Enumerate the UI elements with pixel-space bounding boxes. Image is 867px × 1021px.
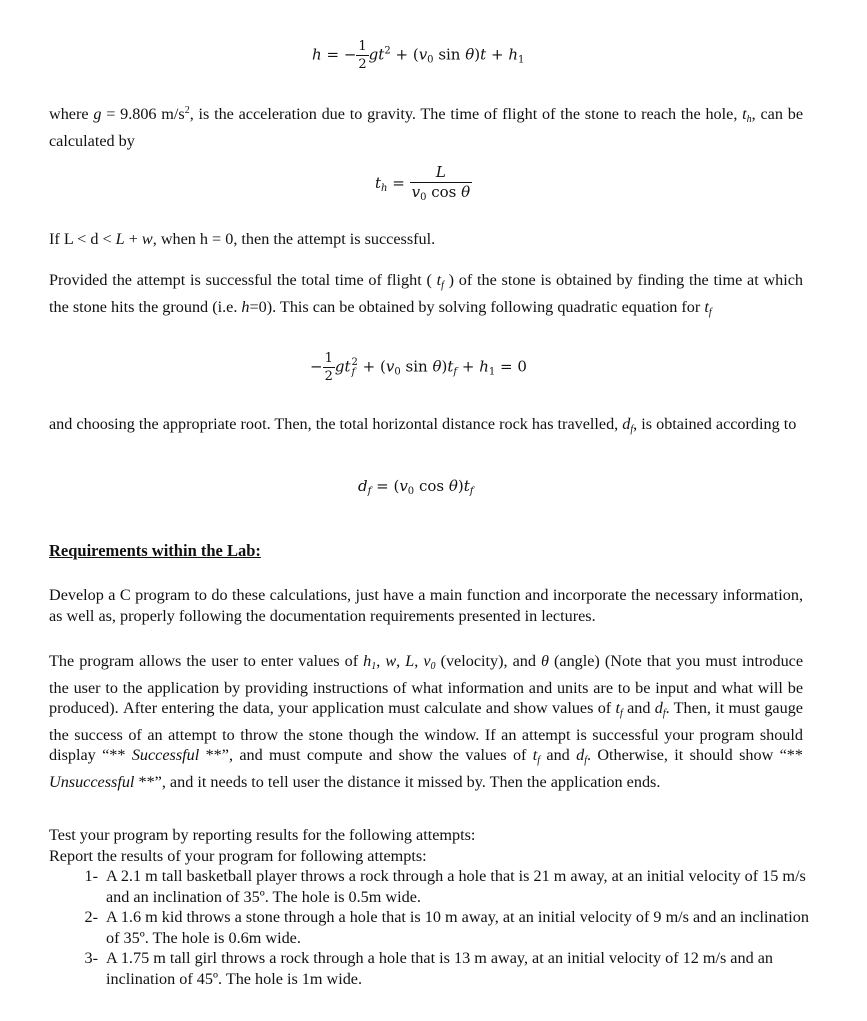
- gravity-paragraph: [49, 101, 803, 151]
- var: t: [704, 297, 709, 316]
- list-item-number: 1-: [84, 867, 98, 885]
- list-item-text: A 1.75 m tall girl throws a rock through a hole that is 13 m away, at an initial velocity of 12 m/s and an inclination of 45º. The hole is 1m wide.: [106, 949, 773, 988]
- eq-symbol: sin: [433, 45, 466, 64]
- time-to-hole-equation: [375, 165, 472, 203]
- successful-label: Successful: [131, 746, 200, 764]
- text: , can be calculated by: [49, 105, 804, 150]
- fraction-numerator: 1: [324, 351, 333, 366]
- var: θ: [541, 652, 549, 670]
- text: +: [124, 230, 142, 248]
- eq-subscript: 0: [427, 54, 434, 66]
- list-item: [49, 866, 809, 907]
- list-item-text: A 1.6 m kid throws a stone through a hole that is 10 m away, at an initial velocity of 9 m/s and an inclination of 35º. The hole is 0.6m wide.: [106, 908, 809, 947]
- subscript: f: [630, 424, 634, 435]
- var: w: [385, 652, 397, 670]
- eq-symbol: ): [441, 357, 448, 376]
- eq-subscript: 1: [517, 54, 525, 66]
- test-attempts-section: [49, 825, 809, 989]
- program-paragraph: [49, 651, 803, 792]
- list-item-text: A 2.1 m tall basketball player throws a rock through a hole that is 21 m away, at an initial velocity of 15 m/s and an inclination of 35º. The hole is 0.5m wide.: [106, 867, 806, 906]
- eq-symbol: v: [385, 357, 395, 376]
- eq-symbol: h: [479, 357, 489, 376]
- eq-symbol: θ: [461, 183, 471, 201]
- text: ,: [376, 652, 386, 670]
- list-item-number: 3-: [84, 949, 98, 967]
- eq-subscript: f: [453, 366, 458, 378]
- eq-symbol: v: [399, 477, 408, 495]
- eq-symbol: +: [461, 357, 475, 376]
- var: g: [93, 105, 102, 123]
- height-equation: [312, 40, 524, 71]
- eq-symbol: g: [368, 45, 379, 64]
- text: Provided the attempt is successful the total time of flight (: [49, 271, 437, 289]
- text: =0). This can be obtained by solving following quadratic equation for: [249, 297, 705, 316]
- eq-symbol: h: [312, 45, 322, 64]
- text: (angle) (Note that you must introduce the user to the application by providing instructions of what information and units are to be input and what will be produced). After entering the data, your application must calculate and show values of: [49, 652, 804, 717]
- unsuccessful-label: Unsuccessful: [49, 772, 135, 791]
- subscript: f: [662, 708, 666, 719]
- eq-supsub: [352, 358, 358, 378]
- text: , is obtained according to: [633, 415, 797, 433]
- var: t: [532, 746, 538, 764]
- text: , is the acceleration due to gravity. The time of flight of the stone to reach the hole,: [189, 105, 743, 123]
- eq-symbol: sin: [400, 357, 433, 376]
- var: t: [742, 105, 747, 123]
- eq-symbol: (: [393, 477, 400, 495]
- eq-symbol: ): [474, 45, 481, 64]
- subscript: f: [441, 280, 444, 291]
- eq-subscript: f: [469, 486, 474, 497]
- eq-symbol: θ: [432, 357, 442, 376]
- text: **”, and must compute and show the values of: [199, 746, 533, 764]
- list-item-number: 2-: [84, 908, 98, 926]
- eq-subscript: 0: [420, 192, 427, 203]
- condition-paragraph: [49, 229, 803, 250]
- eq-subscript: 0: [394, 366, 401, 378]
- fraction-denominator: 2: [324, 369, 333, 384]
- fraction-numerator: L: [435, 163, 446, 181]
- eq-subscript: f: [351, 366, 356, 378]
- eq-symbol: =: [376, 477, 389, 495]
- eq-symbol: −: [310, 357, 323, 376]
- eq-symbol: t: [344, 357, 351, 376]
- text: ) of the stone is obtained by finding the time at which the stone hits the ground (i.e.: [49, 271, 803, 316]
- distance-equation: [358, 477, 473, 497]
- eq-subscript: f: [367, 486, 372, 497]
- text: , when h = 0, then the attempt is successful.: [152, 230, 436, 248]
- eq-symbol: t: [378, 45, 385, 64]
- text: where: [49, 105, 94, 123]
- text: = 9.806 m/s: [101, 105, 185, 123]
- eq-subscript: 1: [488, 366, 496, 378]
- var: w: [141, 230, 153, 248]
- eq-subscript: 0: [407, 486, 415, 497]
- eq-symbol: =: [392, 174, 405, 192]
- text: and: [540, 746, 577, 764]
- eq-superscript: 2: [351, 356, 358, 368]
- eq-symbol: (: [412, 45, 419, 64]
- fraction-half: [323, 352, 335, 383]
- subscript: 1: [371, 661, 377, 672]
- eq-symbol: θ: [448, 477, 458, 495]
- eq-symbol: θ: [465, 45, 475, 64]
- quadratic-equation: [310, 352, 527, 383]
- eq-symbol: =: [500, 357, 513, 376]
- subscript: f: [537, 755, 541, 766]
- subscript: 0: [430, 661, 436, 672]
- eq-subscript: h: [381, 183, 388, 194]
- var: d: [622, 415, 631, 433]
- text: and choosing the appropriate root. Then, the total horizontal distance rock has travelled,: [49, 415, 623, 433]
- eq-superscript: 2: [384, 45, 391, 57]
- text: If L < d <: [49, 230, 116, 248]
- list-item: [49, 907, 809, 948]
- subscript: f: [708, 306, 712, 318]
- fraction-half: [356, 40, 368, 71]
- eq-symbol: t: [463, 477, 470, 495]
- text: . Otherwise, it should show “**: [586, 746, 803, 764]
- eq-symbol: t: [447, 357, 454, 376]
- root-paragraph: [49, 414, 803, 441]
- text: **”, and it needs to tell user the distance it missed by. Then the application ends.: [134, 772, 661, 791]
- var: h: [363, 652, 372, 670]
- eq-symbol: v: [418, 45, 428, 64]
- fraction-numerator: 1: [358, 39, 367, 54]
- develop-paragraph: Develop a C program to do these calculations, just have a main function and incorporate the necessary information, as well as, properly following the documentation requirements presented in lectures.: [49, 586, 803, 625]
- eq-symbol: +: [362, 357, 376, 376]
- eq-symbol: 0: [517, 357, 527, 376]
- var: h: [241, 297, 250, 316]
- total-time-paragraph: [49, 270, 803, 323]
- var: t: [615, 699, 620, 717]
- var: v: [423, 652, 431, 670]
- text: . Then, it must gauge the success of an attempt to throw the stone though the window. If an attempt is successful your program should display “**: [49, 699, 803, 764]
- eq-symbol: g: [334, 357, 345, 376]
- eq-symbol: t: [375, 174, 382, 192]
- eq-symbol: h: [508, 45, 518, 64]
- var: L: [115, 230, 125, 248]
- subscript: f: [619, 708, 623, 719]
- text: (velocity), and: [435, 652, 541, 670]
- test-intro-1: Test your program by reporting results for the following attempts:: [49, 826, 476, 844]
- subscript: f: [584, 755, 587, 766]
- eq-symbol: =: [326, 45, 340, 64]
- test-intro-2: Report the results of your program for following attempts:: [49, 846, 427, 865]
- eq-symbol: d: [358, 477, 368, 495]
- var: L: [405, 652, 415, 670]
- eq-symbol: cos: [426, 183, 462, 201]
- eq-symbol: v: [411, 183, 421, 201]
- eq-symbol: t: [480, 45, 487, 64]
- var: d: [576, 746, 585, 764]
- fraction-denominator: 2: [358, 57, 367, 72]
- text: The program allows the user to enter values of: [49, 652, 364, 670]
- text: and: [622, 699, 655, 717]
- var: t: [436, 271, 442, 289]
- eq-symbol: cos: [414, 477, 449, 495]
- var: d: [654, 699, 663, 717]
- eq-symbol: −: [343, 45, 357, 64]
- superscript: 2: [184, 105, 190, 116]
- requirements-heading: Requirements within the Lab:: [49, 541, 261, 560]
- eq-symbol: ): [457, 477, 464, 495]
- text: ,: [414, 652, 424, 670]
- list-item: [49, 948, 809, 989]
- eq-symbol: +: [395, 45, 409, 64]
- eq-symbol: +: [490, 45, 504, 64]
- fraction-denominator: [410, 182, 473, 203]
- subscript: h: [746, 114, 752, 125]
- fraction: [410, 165, 473, 203]
- text: ,: [396, 652, 406, 670]
- eq-symbol: (: [380, 357, 386, 376]
